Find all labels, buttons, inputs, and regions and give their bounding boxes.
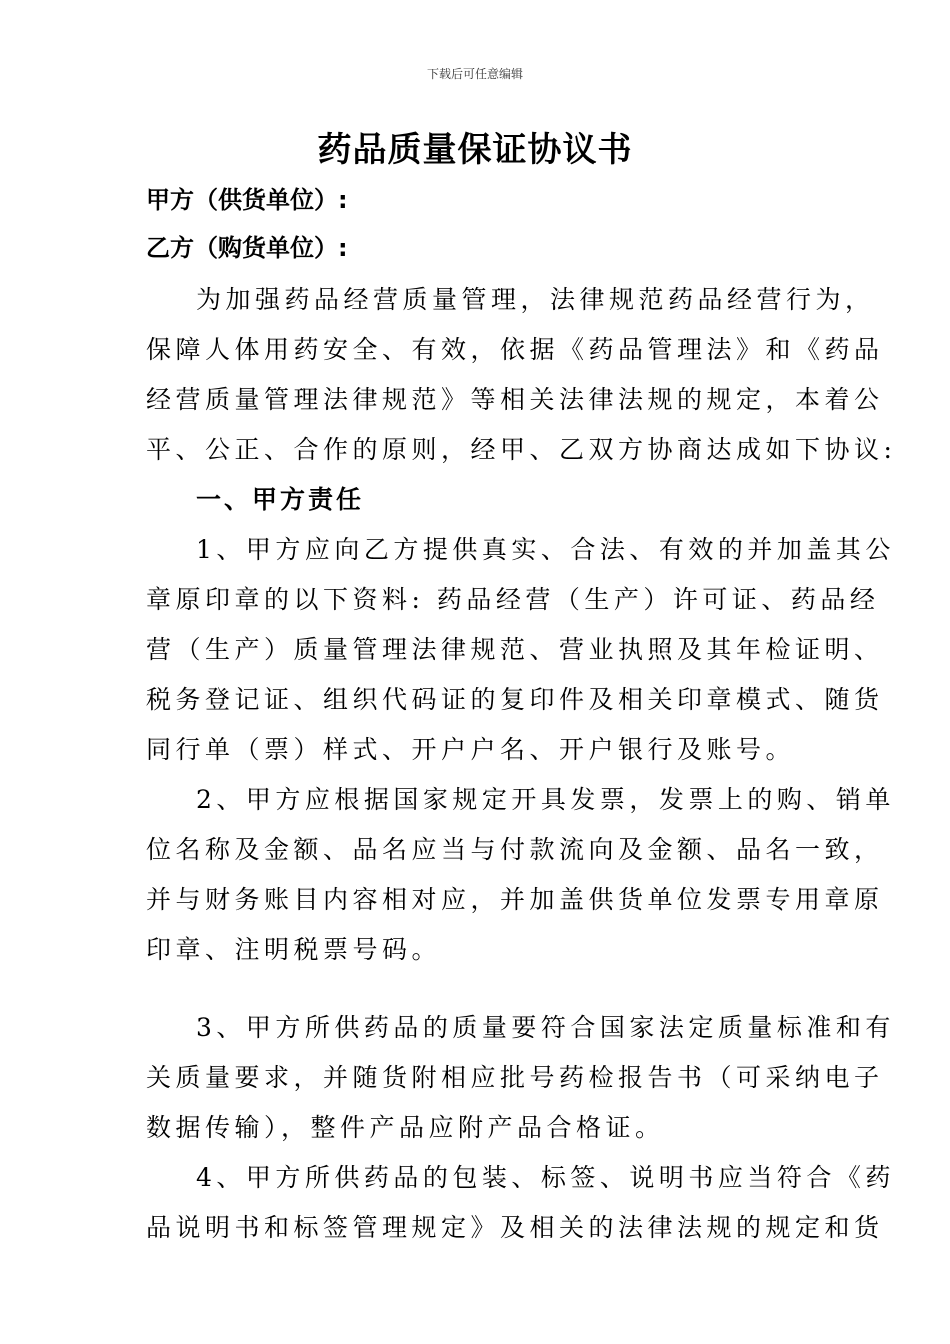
- clause-4-line: 品说明书和标签管理规定》及相关的法律法规的规定和货: [146, 1213, 884, 1242]
- clause-1-line: 1、甲方应向乙方提供真实、合法、有效的并加盖其公: [196, 535, 895, 564]
- document-title: 药品质量保证协议书: [317, 130, 633, 170]
- clause-1-line: 税务登记证、组织代码证的复印件及相关印章模式、随货: [146, 685, 884, 714]
- clause-3-line: 数据传输），整件产品应附产品合格证。: [146, 1113, 665, 1142]
- clause-2-line: 印章、注明税票号码。: [146, 935, 442, 964]
- clause-1-line: 章原印章的以下资料: 药品经营（生产）许可证、药品经: [146, 585, 880, 614]
- clause-3-line: 关质量要求，并随货附相应批号药检报告书（可采纳电子: [146, 1063, 884, 1092]
- clause-1-line: 营（生产）质量管理法律规范、营业执照及其年检证明、: [146, 635, 884, 664]
- clause-2-line: 并与财务账目内容相对应，并加盖供货单位发票专用章原: [146, 885, 884, 914]
- preamble-line: 保障人体用药安全、有效，依据《药品管理法》和《药品: [146, 335, 884, 364]
- clause-2-line: 位名称及金额、品名应当与付款流向及金额、品名一致，: [146, 835, 884, 864]
- preamble-line: 平、公正、合作的原则，经甲、乙双方协商达成如下协议:: [146, 435, 897, 464]
- preamble-line: 经营质量管理法律规范》等相关法律法规的规定，本着公: [146, 385, 884, 414]
- clause-2-line: 2、甲方应根据国家规定开具发票，发票上的购、销单: [196, 785, 895, 814]
- preamble-line: 为加强药品经营质量管理，法律规范药品经营行为，: [196, 285, 875, 314]
- clause-1-line: 同行单（票）样式、开户户名、开户银行及账号。: [146, 735, 796, 764]
- header-note: 下载后可任意编辑: [426, 67, 523, 81]
- party-a-label: 甲方（供货单位）:: [146, 186, 348, 214]
- clause-3-line: 3、甲方所供药品的质量要符合国家法定质量标准和有: [196, 1013, 895, 1042]
- party-b-label: 乙方（购货单位）:: [146, 234, 348, 262]
- section-heading: 一、甲方责任: [196, 485, 365, 514]
- clause-4-line: 4、甲方所供药品的包装、标签、说明书应当符合《药: [196, 1163, 895, 1192]
